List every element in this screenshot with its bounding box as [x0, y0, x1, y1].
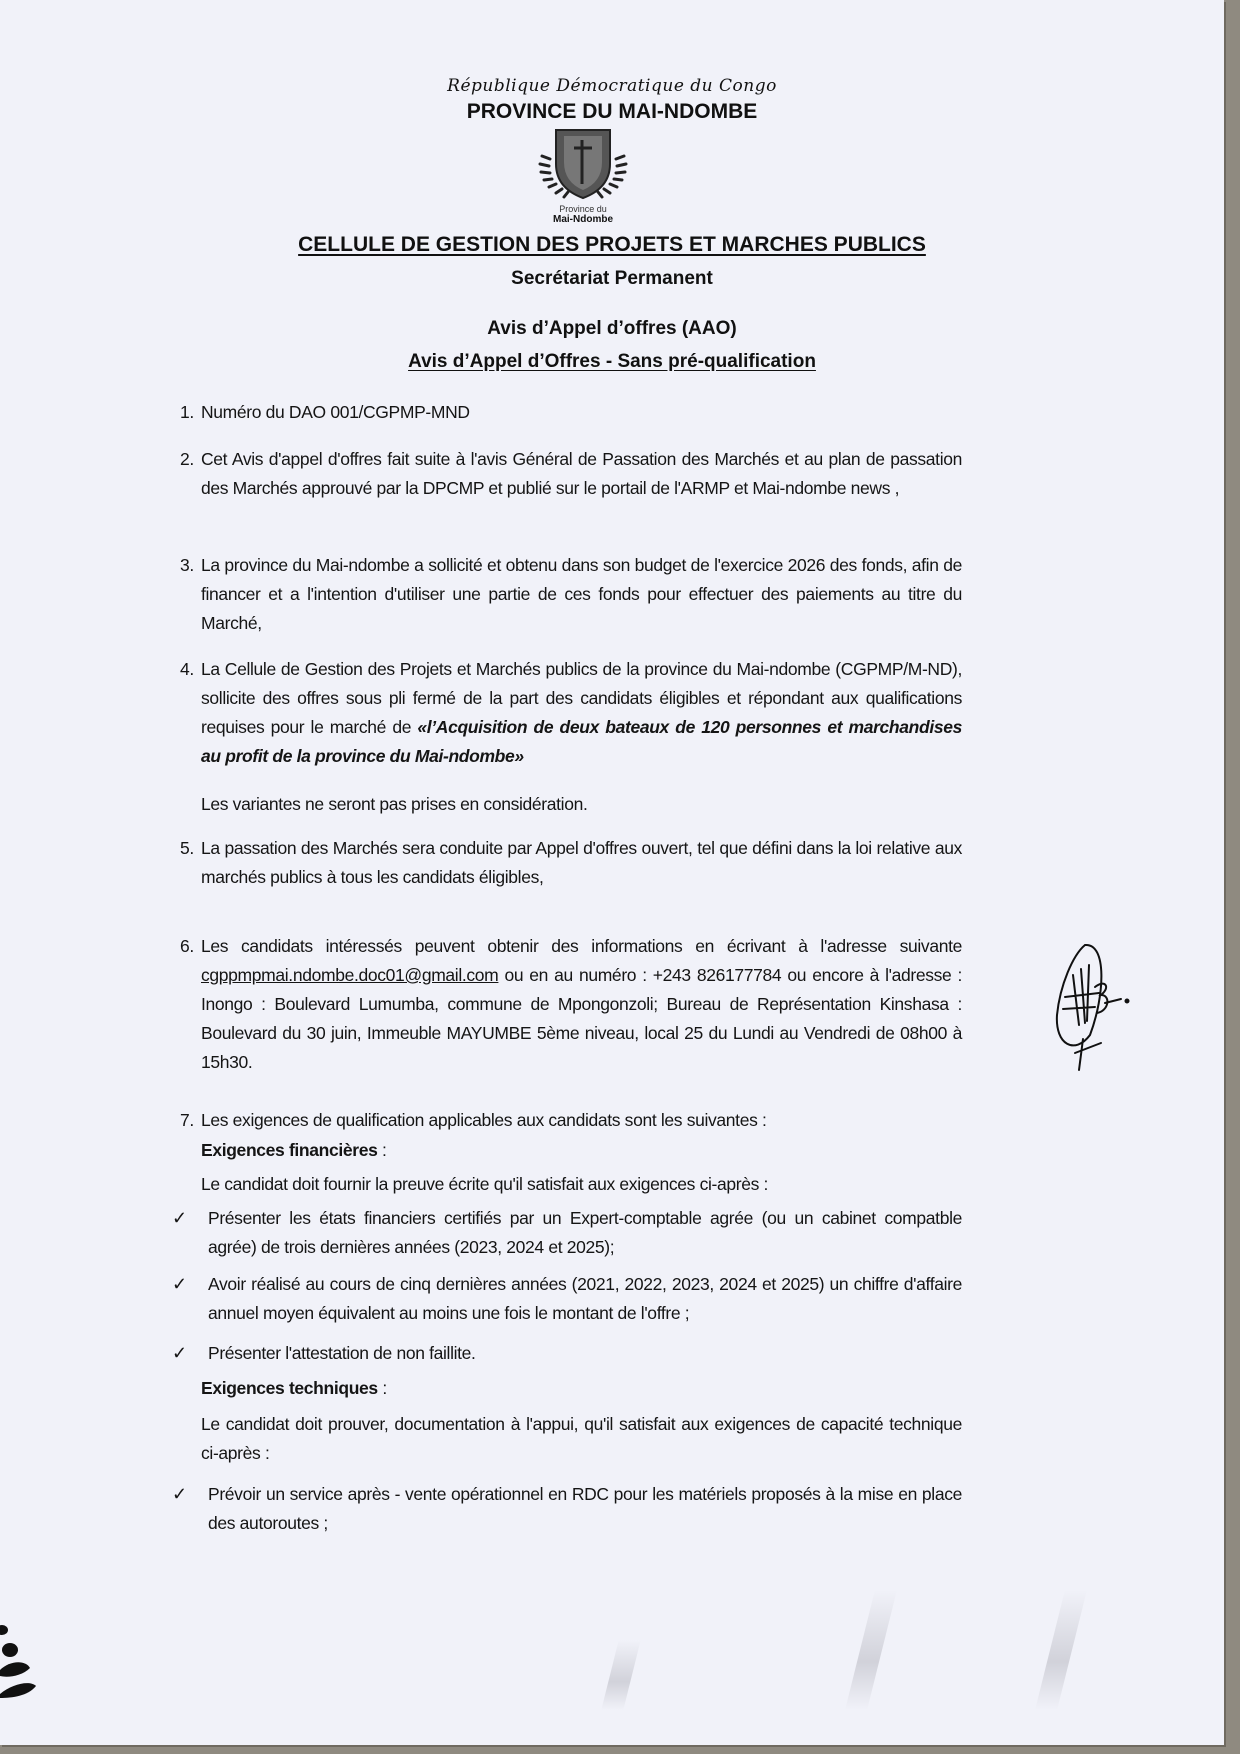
technical-intro: Le candidat doit prouver, documentation à l'appui, qu'il satisfait aux exigences de capacité technique ci-après : [201, 1414, 962, 1463]
item-1 [180, 398, 962, 427]
province-logo [528, 126, 638, 226]
item-text: Cet Avis d'appel d'offres fait suite à l'avis Général de Passation des Marchés et au plan de passation des Marchés approuvé par la DPCMP et publié sur le portail de l'ARMP et Mai-ndombe news , [201, 449, 962, 498]
technical-requirements-heading: Exigences techniques : [201, 1378, 387, 1398]
financial-bullet: ✓ Avoir réalisé au cours de cinq dernières années (2021, 2022, 2023, 2024 et 2025) un chiffre d'affaire annuel moyen équivalent au moins une fois le montant de l'offre ; [172, 1270, 962, 1328]
item-text: La Cellule de Gestion des Projets et Marchés publics de la province du Mai-ndombe (CGPMP/M-ND), sollicite des offres sous pli fermé de la part des candidats éligibles et répondant aux qualifications requises pour le marché de «l’Acquisition de deux bateaux de 120 personnes et marchandises au profit de la province du Mai-ndombe» [201, 659, 962, 766]
item-number: 3. [180, 555, 194, 575]
svg-text:Province du: Province du [559, 204, 607, 214]
item-5 [180, 834, 962, 892]
financial-intro: Le candidat doit fournir la preuve écrite qu'il satisfait aux exigences ci-après : [201, 1174, 769, 1194]
item-number: 7. [180, 1110, 194, 1130]
cellule-heading: CELLULE DE GESTION DES PROJETS ET MARCHES PUBLICS [298, 233, 926, 256]
scan-streak [1035, 1590, 1087, 1710]
item-3 [180, 551, 962, 638]
document-title: Avis d’Appel d’offres (AAO) [487, 318, 737, 339]
contact-email-link[interactable]: cgppmpmai.ndombe.doc01@gmail.com [201, 965, 499, 985]
republique-heading: République Démocratique du Congo [447, 76, 777, 96]
item-4 [180, 655, 962, 771]
item-number: 4. [180, 659, 194, 679]
financial-requirements-heading: Exigences financières : [201, 1140, 387, 1160]
financial-bullet: ✓ Présenter les états financiers certifiés par un Expert-comptable agrée (ou un cabinet compatble agrée) de trois dernières années (2023, 2024 et 2025); [172, 1204, 962, 1262]
variants-note: Les variantes ne seront pas prises en considération. [201, 794, 588, 814]
checkmark-icon: ✓ [172, 1274, 187, 1294]
province-heading: PROVINCE DU MAI-NDOMBE [466, 100, 758, 123]
checkmark-icon: ✓ [172, 1208, 187, 1228]
document-subtitle: Avis d’Appel d’Offres - Sans pré-qualification [408, 351, 816, 372]
item-text: Les exigences de qualification applicables aux candidats sont les suivantes : [201, 1110, 767, 1130]
item-text: Numéro du DAO 001/CGPMP-MND [201, 402, 470, 422]
technical-bullet: ✓ Prévoir un service après - vente opérationnel en RDC pour les matériels proposés à la mise en place des autoroutes ; [172, 1480, 962, 1538]
financial-bullet: ✓ Présenter l'attestation de non faillite. [172, 1339, 962, 1368]
scan-streak [845, 1590, 897, 1710]
checkmark-icon: ✓ [172, 1343, 187, 1363]
item-2 [180, 445, 962, 503]
signature [1035, 935, 1135, 1075]
svg-text:Mai-Ndombe: Mai-Ndombe [553, 214, 613, 225]
item-7 [180, 1106, 962, 1135]
market-object: «l’Acquisition de deux bateaux de 120 personnes et marchandises au profit de la province du Mai-ndombe» [201, 717, 962, 766]
secretariat-heading: Secrétariat Permanent [511, 268, 713, 289]
stamp-fragment-icon [0, 1620, 40, 1700]
item-4-note [180, 790, 962, 819]
handwritten-signature-icon [1035, 935, 1135, 1075]
item-text: Les candidats intéressés peuvent obtenir des informations en écrivant à l'adresse suivante cgppmpmai.ndombe.doc01@gmail.com ou en au numéro : +243 826177784 ou encore à l'adresse : Inongo : Boulevard Lumumba, commune de Mpongonzoli; Bureau de Représentation Kinshasa : Boulevard du 30 juin, Immeuble MAYUMBE 5ème niveau, local 25 du Lundi au Vendredi de 08h00 à 15h30. [201, 936, 962, 1072]
item-number: 1. [180, 402, 194, 422]
item-text: La province du Mai-ndombe a sollicité et obtenu dans son budget de l'exercice 2026 des fonds, afin de financer et a l'intention d'utiliser une partie de ces fonds pour effectuer des paiements au titre du Marché, [201, 555, 962, 633]
coat-of-arms-icon [528, 126, 638, 226]
item-number: 6. [180, 936, 194, 956]
item-6 [180, 932, 962, 1077]
item-number: 5. [180, 838, 194, 858]
item-text: La passation des Marchés sera conduite par Appel d'offres ouvert, tel que défini dans la loi relative aux marchés publics à tous les candidats éligibles, [201, 838, 962, 887]
scan-streak [601, 1640, 640, 1710]
checkmark-icon: ✓ [172, 1484, 187, 1504]
item-number: 2. [180, 449, 194, 469]
